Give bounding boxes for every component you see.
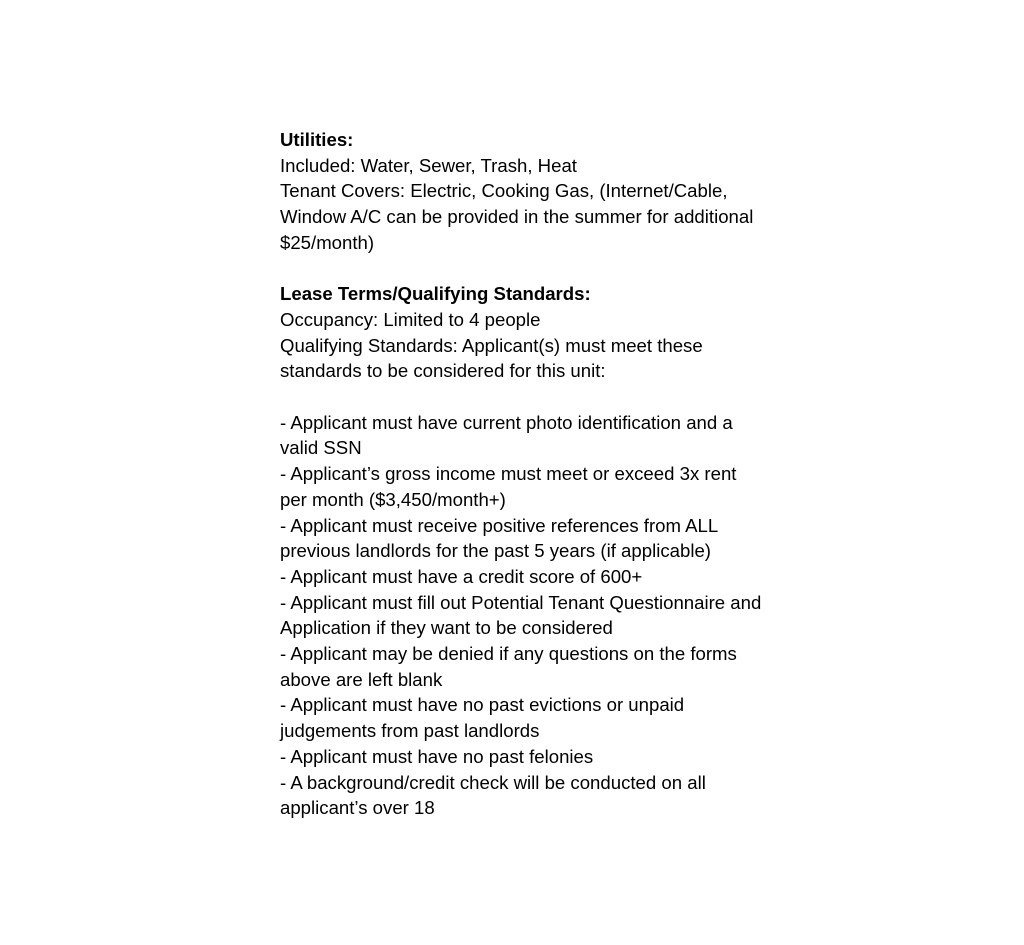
- requirement-line: - A background/credit check will be conducted on all: [280, 771, 706, 793]
- occupancy-line: Occupancy: Limited to 4 people: [280, 308, 541, 330]
- requirement-line: - Applicant must receive positive references from ALL: [280, 514, 719, 536]
- qualifying-standards-line: standards to be considered for this unit:: [280, 360, 606, 382]
- section-spacer: [280, 256, 800, 282]
- requirement-line: valid SSN: [280, 437, 362, 459]
- utilities-tenant-covers-line: Tenant Covers: Electric, Cooking Gas, (Internet/Cable,: [280, 180, 728, 202]
- requirement-line: - Applicant must fill out Potential Tenant Questionnaire and: [280, 591, 762, 613]
- requirement-line: - Applicant must have no past felonies: [280, 745, 594, 767]
- paragraph-spacer: [280, 384, 800, 410]
- requirement-line: Application if they want to be considered: [280, 617, 613, 639]
- utilities-ac-price-line: $25/month): [280, 231, 375, 253]
- document-body: [280, 127, 800, 821]
- utilities-included-line: Included: Water, Sewer, Trash, Heat: [280, 154, 577, 176]
- requirement-line: per month ($3,450/month+): [280, 488, 506, 510]
- requirement-line: - Applicant must have current photo identification and a: [280, 411, 733, 433]
- requirements-list: [280, 410, 800, 821]
- requirement-line: above are left blank: [280, 668, 443, 690]
- requirement-line: applicant’s over 18: [280, 797, 435, 819]
- lease-terms-heading: Lease Terms/Qualifying Standards:: [280, 283, 591, 305]
- qualifying-standards-line: Qualifying Standards: Applicant(s) must meet these: [280, 334, 703, 356]
- requirement-line: - Applicant’s gross income must meet or exceed 3x rent: [280, 463, 737, 485]
- requirement-line: previous landlords for the past 5 years (if applicable): [280, 540, 711, 562]
- requirement-line: - Applicant must have no past evictions or unpaid: [280, 694, 685, 716]
- requirement-line: judgements from past landlords: [280, 720, 540, 742]
- requirement-line: - Applicant may be denied if any questions on the forms: [280, 643, 737, 665]
- lease-terms-section: [280, 281, 800, 821]
- requirement-line: - Applicant must have a credit score of 600+: [280, 565, 643, 587]
- utilities-window-ac-line: Window A/C can be provided in the summer for additional: [280, 206, 754, 228]
- utilities-section: [280, 127, 800, 256]
- utilities-heading: Utilities:: [280, 129, 354, 150]
